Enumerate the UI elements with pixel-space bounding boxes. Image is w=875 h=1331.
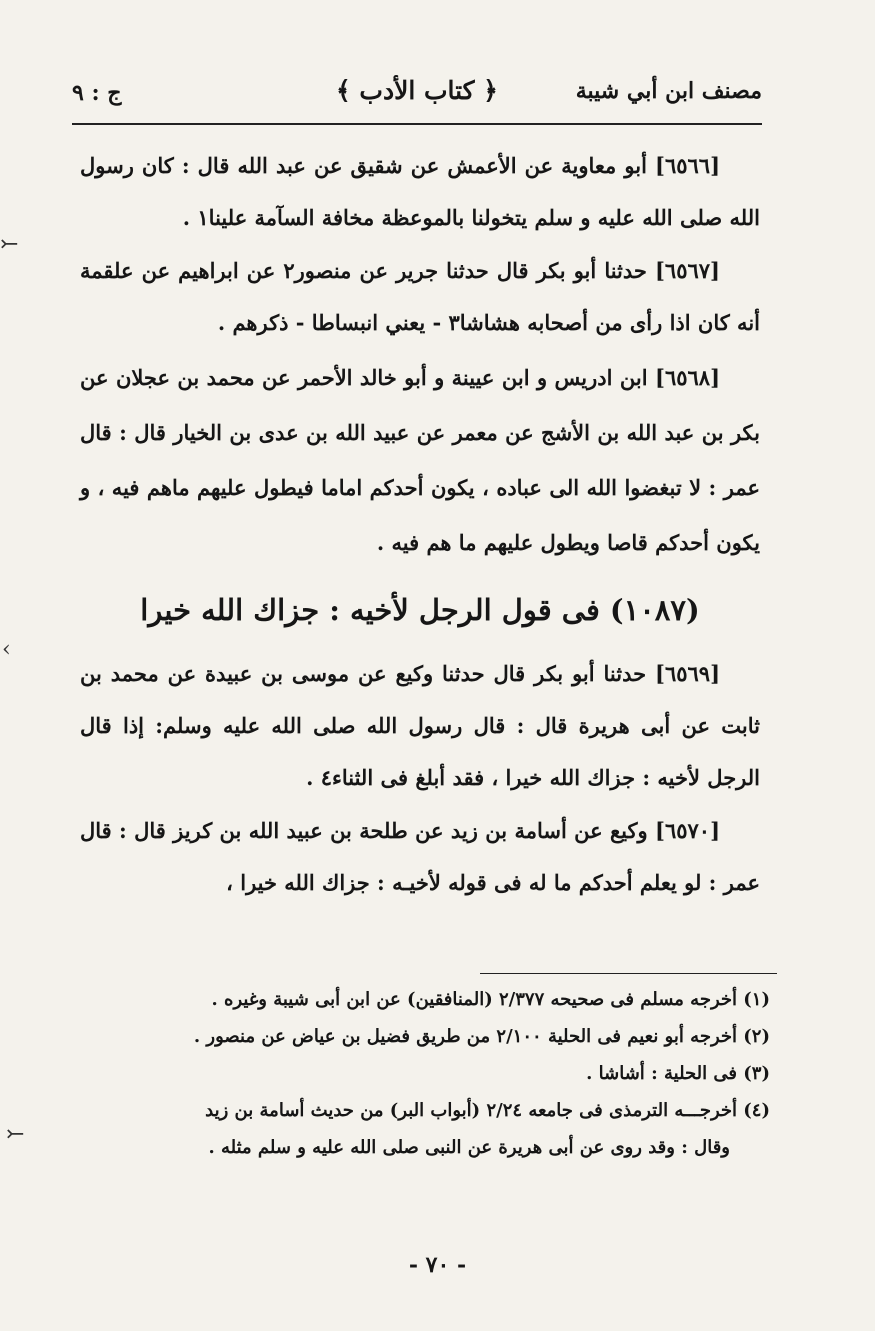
main-text <box>80 140 760 910</box>
footnote-1: (١) أخرجه مسلم فى صحيحه ٢/٣٧٧ (المنافقين) عن ابن أبى شيبة وغيره . <box>211 989 770 1010</box>
hadith-6568: [٦٥٦٨] ابن ادريس و ابن عيينة و أبو خالد الأحمر عن محمد بن عجلان عن بكر بن عبد الله بن الأشج عن معمر عن عبيد الله بن عدى بن الخيار قال : قال عمر : لا تبغضوا الله الى عباده ، يكون أحدكم اماما فيطول عليهم ماهم فيه ، و يكون أحدكم قاصا ويطول عليهم ما هم فيه . <box>80 364 760 555</box>
footnote-rule <box>480 973 777 974</box>
chapter-title: ﴿ كتاب الأدب ﴾ <box>336 76 498 105</box>
margin-mark-top: ⤚ <box>0 232 19 257</box>
hadith-6567: [٦٥٦٧] حدثنا أبو بكر قال حدثنا جرير عن منصور٢ عن ابراهيم عن علقمة أنه كان اذا رأى من أصحابه هشاشا٣ - يعني انبساطا - ذكرهم . <box>80 257 760 336</box>
section-heading: (١٠٨٧) فى قول الرجل لأخيه : جزاك الله خيرا <box>140 592 700 627</box>
footnote-3: (٣) فى الحلية : أشاشا . <box>586 1063 770 1084</box>
hadith-6566: [٦٥٦٦] أبو معاوية عن الأعمش عن شقيق عن عبد الله قال : كان رسول الله صلى الله عليه و سلم يتخولنا بالموعظة مخافة السآمة علينا١ . <box>80 153 760 231</box>
volume-number: ج : ٩ <box>72 80 122 106</box>
footnote-2: (٢) أخرجه أبو نعيم فى الحلية ٢/١٠٠ من طريق فضيل بن عياض عن منصور . <box>193 1026 770 1047</box>
hadith-6570: [٦٥٧٠] وكيع عن أسامة بن زيد عن طلحة بن عبيد الله بن كريز قال : قال عمر : لو يعلم أحدكم ما له فى قوله لأخيـه : جزاك الله خيرا ، <box>80 817 760 896</box>
book-title: مصنف ابن أبي شيبة <box>575 78 762 104</box>
margin-mark-bottom: ⤚ <box>6 1122 25 1147</box>
footnote-4: (٤) أخرجـــه الترمذى فى جامعه ٢/٢٤ (أبواب البر) من حديث أسامة بن زيد <box>205 1100 770 1121</box>
margin-mark-middle: ‹ <box>2 637 11 662</box>
page-header <box>72 78 762 118</box>
page-number: - ٧٠ - <box>408 1252 467 1278</box>
hadith-6569: [٦٥٦٩] حدثنا أبو بكر قال حدثنا وكيع عن موسى بن عبيدة عن محمد بن ثابت عن أبى هريرة قال : قال رسول الله صلى الله عليه وسلم: إذا قال الرجل لأخيه : جزاك الله خيرا ، فقد أبلغ فى الثناء٤ . <box>80 660 760 791</box>
header-rule <box>72 123 762 125</box>
footnote-4-continuation: وقال : وقد روى عن أبى هريرة عن النبى صلى الله عليه و سلم مثله . <box>208 1137 730 1158</box>
footnotes <box>90 981 770 1166</box>
